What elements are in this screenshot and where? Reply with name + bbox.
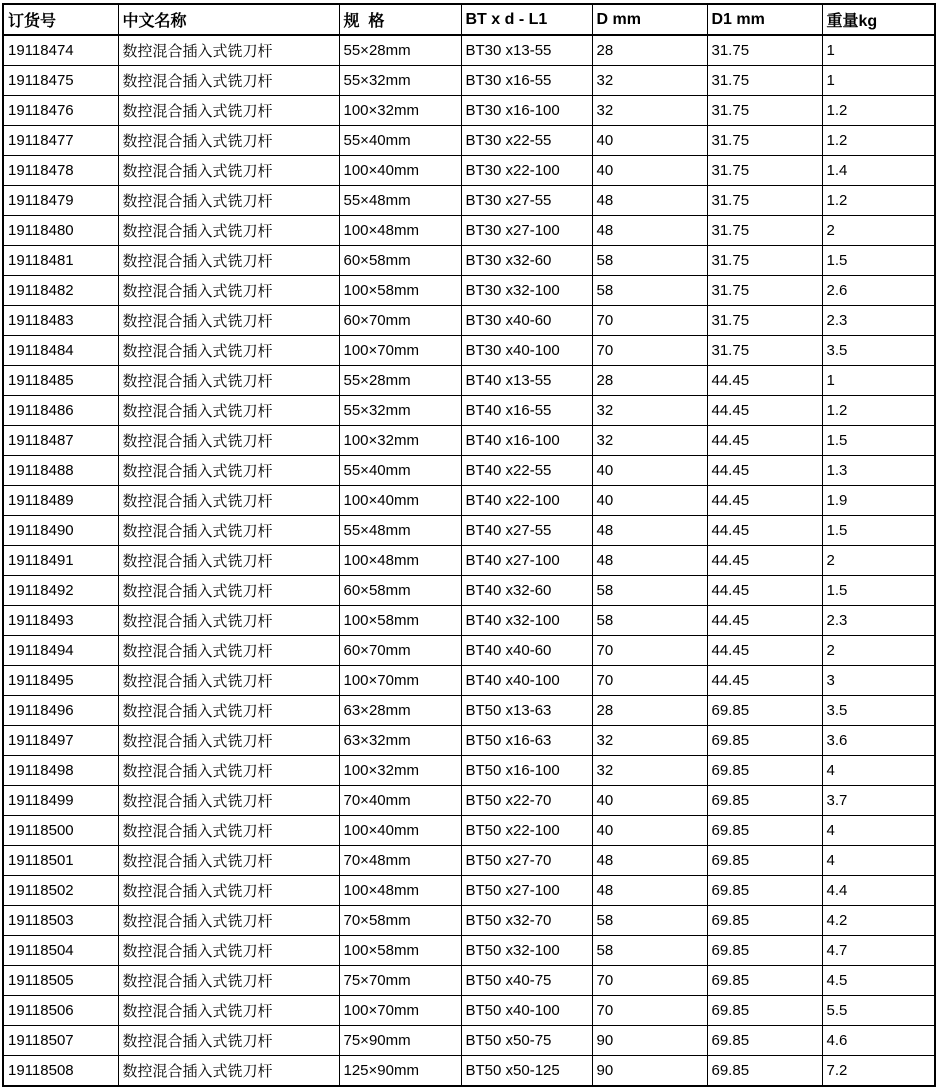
chinese-name-cell: 数控混合插入式铣刀杆	[118, 726, 339, 756]
d1-mm-cell: 69.85	[707, 996, 822, 1026]
weight-kg-cell: 5.5	[822, 996, 935, 1026]
d-mm-cell: 70	[592, 966, 707, 996]
specification-cell: 75×70mm	[339, 966, 461, 996]
weight-kg-cell: 1.5	[822, 576, 935, 606]
table-row	[3, 1056, 935, 1087]
order-number-cell: 19118490	[3, 516, 118, 546]
bt-d-l1-cell: BT40 x16-55	[461, 396, 592, 426]
table-row	[3, 996, 935, 1026]
specification-cell: 63×32mm	[339, 726, 461, 756]
order-number-cell: 19118486	[3, 396, 118, 426]
table-row	[3, 156, 935, 186]
d1-mm-cell: 31.75	[707, 96, 822, 126]
chinese-name-cell: 数控混合插入式铣刀杆	[118, 246, 339, 276]
order-number-cell: 19118508	[3, 1056, 118, 1087]
weight-kg-cell: 2.3	[822, 606, 935, 636]
specification-cell: 55×40mm	[339, 456, 461, 486]
table-row	[3, 366, 935, 396]
specification-cell: 60×70mm	[339, 636, 461, 666]
d-mm-cell: 48	[592, 876, 707, 906]
order-number-cell: 19118479	[3, 186, 118, 216]
bt-d-l1-cell: BT30 x16-100	[461, 96, 592, 126]
d-mm-cell: 58	[592, 576, 707, 606]
d-mm-cell: 40	[592, 156, 707, 186]
order-number-cell: 19118502	[3, 876, 118, 906]
d-mm-cell: 70	[592, 306, 707, 336]
d1-mm-cell: 44.45	[707, 636, 822, 666]
specification-cell: 100×58mm	[339, 606, 461, 636]
specification-cell: 100×70mm	[339, 336, 461, 366]
weight-kg-cell: 2	[822, 636, 935, 666]
d1-mm-cell: 44.45	[707, 666, 822, 696]
bt-d-l1-cell: BT50 x22-100	[461, 816, 592, 846]
specification-cell: 125×90mm	[339, 1056, 461, 1087]
d-mm-cell: 32	[592, 756, 707, 786]
d-mm-cell: 58	[592, 906, 707, 936]
column-header-bt-d-l1: BT x d - L1	[461, 4, 592, 35]
weight-kg-cell: 4.5	[822, 966, 935, 996]
weight-kg-cell: 4	[822, 846, 935, 876]
table-row	[3, 606, 935, 636]
chinese-name-cell: 数控混合插入式铣刀杆	[118, 366, 339, 396]
d1-mm-cell: 44.45	[707, 516, 822, 546]
specification-cell: 100×70mm	[339, 996, 461, 1026]
specification-cell: 55×28mm	[339, 366, 461, 396]
bt-d-l1-cell: BT30 x22-100	[461, 156, 592, 186]
order-number-cell: 19118499	[3, 786, 118, 816]
bt-d-l1-cell: BT50 x13-63	[461, 696, 592, 726]
table-row	[3, 96, 935, 126]
table-row	[3, 1026, 935, 1056]
chinese-name-cell: 数控混合插入式铣刀杆	[118, 216, 339, 246]
bt-d-l1-cell: BT30 x32-60	[461, 246, 592, 276]
weight-kg-cell: 2.3	[822, 306, 935, 336]
specification-cell: 100×70mm	[339, 666, 461, 696]
product-table	[2, 3, 936, 1087]
order-number-cell: 19118501	[3, 846, 118, 876]
table-row	[3, 216, 935, 246]
d-mm-cell: 90	[592, 1056, 707, 1087]
weight-kg-cell: 4.4	[822, 876, 935, 906]
chinese-name-cell: 数控混合插入式铣刀杆	[118, 966, 339, 996]
bt-d-l1-cell: BT50 x32-100	[461, 936, 592, 966]
d1-mm-cell: 31.75	[707, 186, 822, 216]
bt-d-l1-cell: BT40 x22-100	[461, 486, 592, 516]
bt-d-l1-cell: BT30 x40-100	[461, 336, 592, 366]
d1-mm-cell: 44.45	[707, 576, 822, 606]
specification-cell: 55×32mm	[339, 396, 461, 426]
bt-d-l1-cell: BT50 x16-63	[461, 726, 592, 756]
d1-mm-cell: 69.85	[707, 696, 822, 726]
specification-cell: 100×32mm	[339, 96, 461, 126]
weight-kg-cell: 4.7	[822, 936, 935, 966]
table-row	[3, 456, 935, 486]
weight-kg-cell: 1.9	[822, 486, 935, 516]
order-number-cell: 19118491	[3, 546, 118, 576]
order-number-cell: 19118503	[3, 906, 118, 936]
table-row	[3, 516, 935, 546]
specification-cell: 60×58mm	[339, 246, 461, 276]
specification-cell: 100×58mm	[339, 276, 461, 306]
order-number-cell: 19118504	[3, 936, 118, 966]
chinese-name-cell: 数控混合插入式铣刀杆	[118, 876, 339, 906]
d1-mm-cell: 69.85	[707, 756, 822, 786]
table-row	[3, 546, 935, 576]
d1-mm-cell: 69.85	[707, 876, 822, 906]
d1-mm-cell: 31.75	[707, 246, 822, 276]
table-row	[3, 846, 935, 876]
order-number-cell: 19118480	[3, 216, 118, 246]
table-row	[3, 306, 935, 336]
specification-cell: 63×28mm	[339, 696, 461, 726]
order-number-cell: 19118484	[3, 336, 118, 366]
chinese-name-cell: 数控混合插入式铣刀杆	[118, 156, 339, 186]
d-mm-cell: 48	[592, 546, 707, 576]
chinese-name-cell: 数控混合插入式铣刀杆	[118, 576, 339, 606]
chinese-name-cell: 数控混合插入式铣刀杆	[118, 306, 339, 336]
weight-kg-cell: 4.6	[822, 1026, 935, 1056]
chinese-name-cell: 数控混合插入式铣刀杆	[118, 696, 339, 726]
table-row	[3, 576, 935, 606]
d-mm-cell: 40	[592, 456, 707, 486]
bt-d-l1-cell: BT30 x22-55	[461, 126, 592, 156]
d1-mm-cell: 69.85	[707, 726, 822, 756]
table-row	[3, 426, 935, 456]
d-mm-cell: 70	[592, 996, 707, 1026]
d-mm-cell: 40	[592, 786, 707, 816]
bt-d-l1-cell: BT50 x22-70	[461, 786, 592, 816]
bt-d-l1-cell: BT40 x16-100	[461, 426, 592, 456]
order-number-cell: 19118500	[3, 816, 118, 846]
specification-cell: 55×48mm	[339, 516, 461, 546]
chinese-name-cell: 数控混合插入式铣刀杆	[118, 546, 339, 576]
d-mm-cell: 32	[592, 726, 707, 756]
d-mm-cell: 70	[592, 336, 707, 366]
chinese-name-cell: 数控混合插入式铣刀杆	[118, 66, 339, 96]
d1-mm-cell: 69.85	[707, 1026, 822, 1056]
weight-kg-cell: 2	[822, 216, 935, 246]
specification-cell: 100×48mm	[339, 216, 461, 246]
chinese-name-cell: 数控混合插入式铣刀杆	[118, 35, 339, 66]
specification-cell: 70×48mm	[339, 846, 461, 876]
weight-kg-cell: 1.4	[822, 156, 935, 186]
chinese-name-cell: 数控混合插入式铣刀杆	[118, 276, 339, 306]
table-row	[3, 756, 935, 786]
weight-kg-cell: 1.2	[822, 126, 935, 156]
d1-mm-cell: 69.85	[707, 906, 822, 936]
bt-d-l1-cell: BT40 x40-100	[461, 666, 592, 696]
weight-kg-cell: 2	[822, 546, 935, 576]
specification-cell: 100×32mm	[339, 756, 461, 786]
d-mm-cell: 28	[592, 366, 707, 396]
d-mm-cell: 58	[592, 276, 707, 306]
d-mm-cell: 58	[592, 606, 707, 636]
order-number-cell: 19118483	[3, 306, 118, 336]
bt-d-l1-cell: BT30 x16-55	[461, 66, 592, 96]
order-number-cell: 19118487	[3, 426, 118, 456]
order-number-cell: 19118493	[3, 606, 118, 636]
weight-kg-cell: 1	[822, 66, 935, 96]
bt-d-l1-cell: BT40 x22-55	[461, 456, 592, 486]
order-number-cell: 19118497	[3, 726, 118, 756]
bt-d-l1-cell: BT50 x50-125	[461, 1056, 592, 1087]
weight-kg-cell: 1.2	[822, 186, 935, 216]
column-header-weight-kg: 重量kg	[822, 4, 935, 35]
d-mm-cell: 32	[592, 396, 707, 426]
d1-mm-cell: 44.45	[707, 396, 822, 426]
specification-cell: 100×58mm	[339, 936, 461, 966]
chinese-name-cell: 数控混合插入式铣刀杆	[118, 1026, 339, 1056]
d1-mm-cell: 31.75	[707, 126, 822, 156]
chinese-name-cell: 数控混合插入式铣刀杆	[118, 516, 339, 546]
order-number-cell: 19118495	[3, 666, 118, 696]
d1-mm-cell: 44.45	[707, 486, 822, 516]
bt-d-l1-cell: BT40 x32-100	[461, 606, 592, 636]
column-header-specification: 规 格	[339, 4, 461, 35]
d1-mm-cell: 44.45	[707, 546, 822, 576]
d1-mm-cell: 31.75	[707, 66, 822, 96]
weight-kg-cell: 1.5	[822, 246, 935, 276]
d-mm-cell: 40	[592, 816, 707, 846]
d1-mm-cell: 44.45	[707, 426, 822, 456]
bt-d-l1-cell: BT30 x27-100	[461, 216, 592, 246]
table-body	[3, 35, 935, 1086]
weight-kg-cell: 1.2	[822, 96, 935, 126]
order-number-cell: 19118492	[3, 576, 118, 606]
order-number-cell: 19118475	[3, 66, 118, 96]
specification-cell: 100×48mm	[339, 876, 461, 906]
table-row	[3, 966, 935, 996]
chinese-name-cell: 数控混合插入式铣刀杆	[118, 336, 339, 366]
d-mm-cell: 32	[592, 96, 707, 126]
order-number-cell: 19118478	[3, 156, 118, 186]
d-mm-cell: 48	[592, 516, 707, 546]
d1-mm-cell: 31.75	[707, 216, 822, 246]
d-mm-cell: 70	[592, 636, 707, 666]
bt-d-l1-cell: BT40 x13-55	[461, 366, 592, 396]
chinese-name-cell: 数控混合插入式铣刀杆	[118, 906, 339, 936]
d1-mm-cell: 31.75	[707, 306, 822, 336]
table-row	[3, 636, 935, 666]
order-number-cell: 19118489	[3, 486, 118, 516]
order-number-cell: 19118482	[3, 276, 118, 306]
weight-kg-cell: 1.5	[822, 426, 935, 456]
column-header-chinese-name: 中文名称	[118, 4, 339, 35]
order-number-cell: 19118485	[3, 366, 118, 396]
chinese-name-cell: 数控混合插入式铣刀杆	[118, 126, 339, 156]
specification-cell: 100×40mm	[339, 486, 461, 516]
chinese-name-cell: 数控混合插入式铣刀杆	[118, 846, 339, 876]
d-mm-cell: 58	[592, 246, 707, 276]
specification-cell: 100×40mm	[339, 816, 461, 846]
table-row	[3, 486, 935, 516]
table-row	[3, 126, 935, 156]
specification-cell: 55×40mm	[339, 126, 461, 156]
specification-cell: 55×28mm	[339, 35, 461, 66]
bt-d-l1-cell: BT30 x32-100	[461, 276, 592, 306]
d1-mm-cell: 69.85	[707, 1056, 822, 1087]
table-row	[3, 246, 935, 276]
chinese-name-cell: 数控混合插入式铣刀杆	[118, 1056, 339, 1087]
order-number-cell: 19118507	[3, 1026, 118, 1056]
d-mm-cell: 28	[592, 35, 707, 66]
d1-mm-cell: 31.75	[707, 35, 822, 66]
bt-d-l1-cell: BT30 x40-60	[461, 306, 592, 336]
order-number-cell: 19118494	[3, 636, 118, 666]
chinese-name-cell: 数控混合插入式铣刀杆	[118, 816, 339, 846]
chinese-name-cell: 数控混合插入式铣刀杆	[118, 786, 339, 816]
column-header-d-mm: D mm	[592, 4, 707, 35]
specification-cell: 60×58mm	[339, 576, 461, 606]
d-mm-cell: 28	[592, 696, 707, 726]
d-mm-cell: 32	[592, 426, 707, 456]
bt-d-l1-cell: BT50 x40-75	[461, 966, 592, 996]
table-row	[3, 66, 935, 96]
chinese-name-cell: 数控混合插入式铣刀杆	[118, 606, 339, 636]
weight-kg-cell: 3.5	[822, 696, 935, 726]
chinese-name-cell: 数控混合插入式铣刀杆	[118, 666, 339, 696]
order-number-cell: 19118505	[3, 966, 118, 996]
chinese-name-cell: 数控混合插入式铣刀杆	[118, 756, 339, 786]
table-row	[3, 396, 935, 426]
chinese-name-cell: 数控混合插入式铣刀杆	[118, 996, 339, 1026]
bt-d-l1-cell: BT50 x40-100	[461, 996, 592, 1026]
weight-kg-cell: 3.5	[822, 336, 935, 366]
bt-d-l1-cell: BT50 x50-75	[461, 1026, 592, 1056]
order-number-cell: 19118477	[3, 126, 118, 156]
d-mm-cell: 48	[592, 216, 707, 246]
d1-mm-cell: 31.75	[707, 336, 822, 366]
table-row	[3, 336, 935, 366]
table-row	[3, 816, 935, 846]
table-row	[3, 936, 935, 966]
d-mm-cell: 32	[592, 66, 707, 96]
d-mm-cell: 70	[592, 666, 707, 696]
bt-d-l1-cell: BT40 x27-100	[461, 546, 592, 576]
specification-cell: 70×58mm	[339, 906, 461, 936]
d-mm-cell: 40	[592, 486, 707, 516]
weight-kg-cell: 3.7	[822, 786, 935, 816]
chinese-name-cell: 数控混合插入式铣刀杆	[118, 936, 339, 966]
specification-cell: 100×32mm	[339, 426, 461, 456]
d-mm-cell: 40	[592, 126, 707, 156]
chinese-name-cell: 数控混合插入式铣刀杆	[118, 186, 339, 216]
weight-kg-cell: 1.5	[822, 516, 935, 546]
d-mm-cell: 58	[592, 936, 707, 966]
table-row	[3, 35, 935, 66]
weight-kg-cell: 1	[822, 35, 935, 66]
d1-mm-cell: 69.85	[707, 786, 822, 816]
specification-cell: 70×40mm	[339, 786, 461, 816]
d1-mm-cell: 69.85	[707, 966, 822, 996]
table-row	[3, 696, 935, 726]
order-number-cell: 19118488	[3, 456, 118, 486]
specification-cell: 75×90mm	[339, 1026, 461, 1056]
bt-d-l1-cell: BT40 x40-60	[461, 636, 592, 666]
table-row	[3, 186, 935, 216]
order-number-cell: 19118474	[3, 35, 118, 66]
d1-mm-cell: 69.85	[707, 846, 822, 876]
order-number-cell: 19118506	[3, 996, 118, 1026]
d1-mm-cell: 44.45	[707, 366, 822, 396]
bt-d-l1-cell: BT50 x27-100	[461, 876, 592, 906]
specification-cell: 55×48mm	[339, 186, 461, 216]
chinese-name-cell: 数控混合插入式铣刀杆	[118, 426, 339, 456]
order-number-cell: 19118481	[3, 246, 118, 276]
d-mm-cell: 48	[592, 846, 707, 876]
weight-kg-cell: 2.6	[822, 276, 935, 306]
d1-mm-cell: 44.45	[707, 456, 822, 486]
d1-mm-cell: 31.75	[707, 276, 822, 306]
table-row	[3, 876, 935, 906]
chinese-name-cell: 数控混合插入式铣刀杆	[118, 456, 339, 486]
weight-kg-cell: 4	[822, 756, 935, 786]
chinese-name-cell: 数控混合插入式铣刀杆	[118, 486, 339, 516]
table-row	[3, 786, 935, 816]
order-number-cell: 19118496	[3, 696, 118, 726]
weight-kg-cell: 1	[822, 366, 935, 396]
column-header-d1-mm: D1 mm	[707, 4, 822, 35]
table-row	[3, 906, 935, 936]
bt-d-l1-cell: BT50 x32-70	[461, 906, 592, 936]
order-number-cell: 19118476	[3, 96, 118, 126]
bt-d-l1-cell: BT50 x16-100	[461, 756, 592, 786]
chinese-name-cell: 数控混合插入式铣刀杆	[118, 636, 339, 666]
weight-kg-cell: 4.2	[822, 906, 935, 936]
d-mm-cell: 48	[592, 186, 707, 216]
order-number-cell: 19118498	[3, 756, 118, 786]
d1-mm-cell: 44.45	[707, 606, 822, 636]
specification-cell: 100×40mm	[339, 156, 461, 186]
specification-cell: 60×70mm	[339, 306, 461, 336]
table-row	[3, 666, 935, 696]
chinese-name-cell: 数控混合插入式铣刀杆	[118, 96, 339, 126]
d1-mm-cell: 69.85	[707, 936, 822, 966]
bt-d-l1-cell: BT40 x32-60	[461, 576, 592, 606]
header-row	[3, 4, 935, 35]
specification-cell: 55×32mm	[339, 66, 461, 96]
d1-mm-cell: 31.75	[707, 156, 822, 186]
d-mm-cell: 90	[592, 1026, 707, 1056]
column-header-order-number: 订货号	[3, 4, 118, 35]
d1-mm-cell: 69.85	[707, 816, 822, 846]
specification-cell: 100×48mm	[339, 546, 461, 576]
weight-kg-cell: 3	[822, 666, 935, 696]
table-row	[3, 726, 935, 756]
weight-kg-cell: 3.6	[822, 726, 935, 756]
weight-kg-cell: 1.2	[822, 396, 935, 426]
weight-kg-cell: 1.3	[822, 456, 935, 486]
table-row	[3, 276, 935, 306]
weight-kg-cell: 7.2	[822, 1056, 935, 1087]
bt-d-l1-cell: BT50 x27-70	[461, 846, 592, 876]
bt-d-l1-cell: BT30 x13-55	[461, 35, 592, 66]
bt-d-l1-cell: BT40 x27-55	[461, 516, 592, 546]
chinese-name-cell: 数控混合插入式铣刀杆	[118, 396, 339, 426]
weight-kg-cell: 4	[822, 816, 935, 846]
bt-d-l1-cell: BT30 x27-55	[461, 186, 592, 216]
